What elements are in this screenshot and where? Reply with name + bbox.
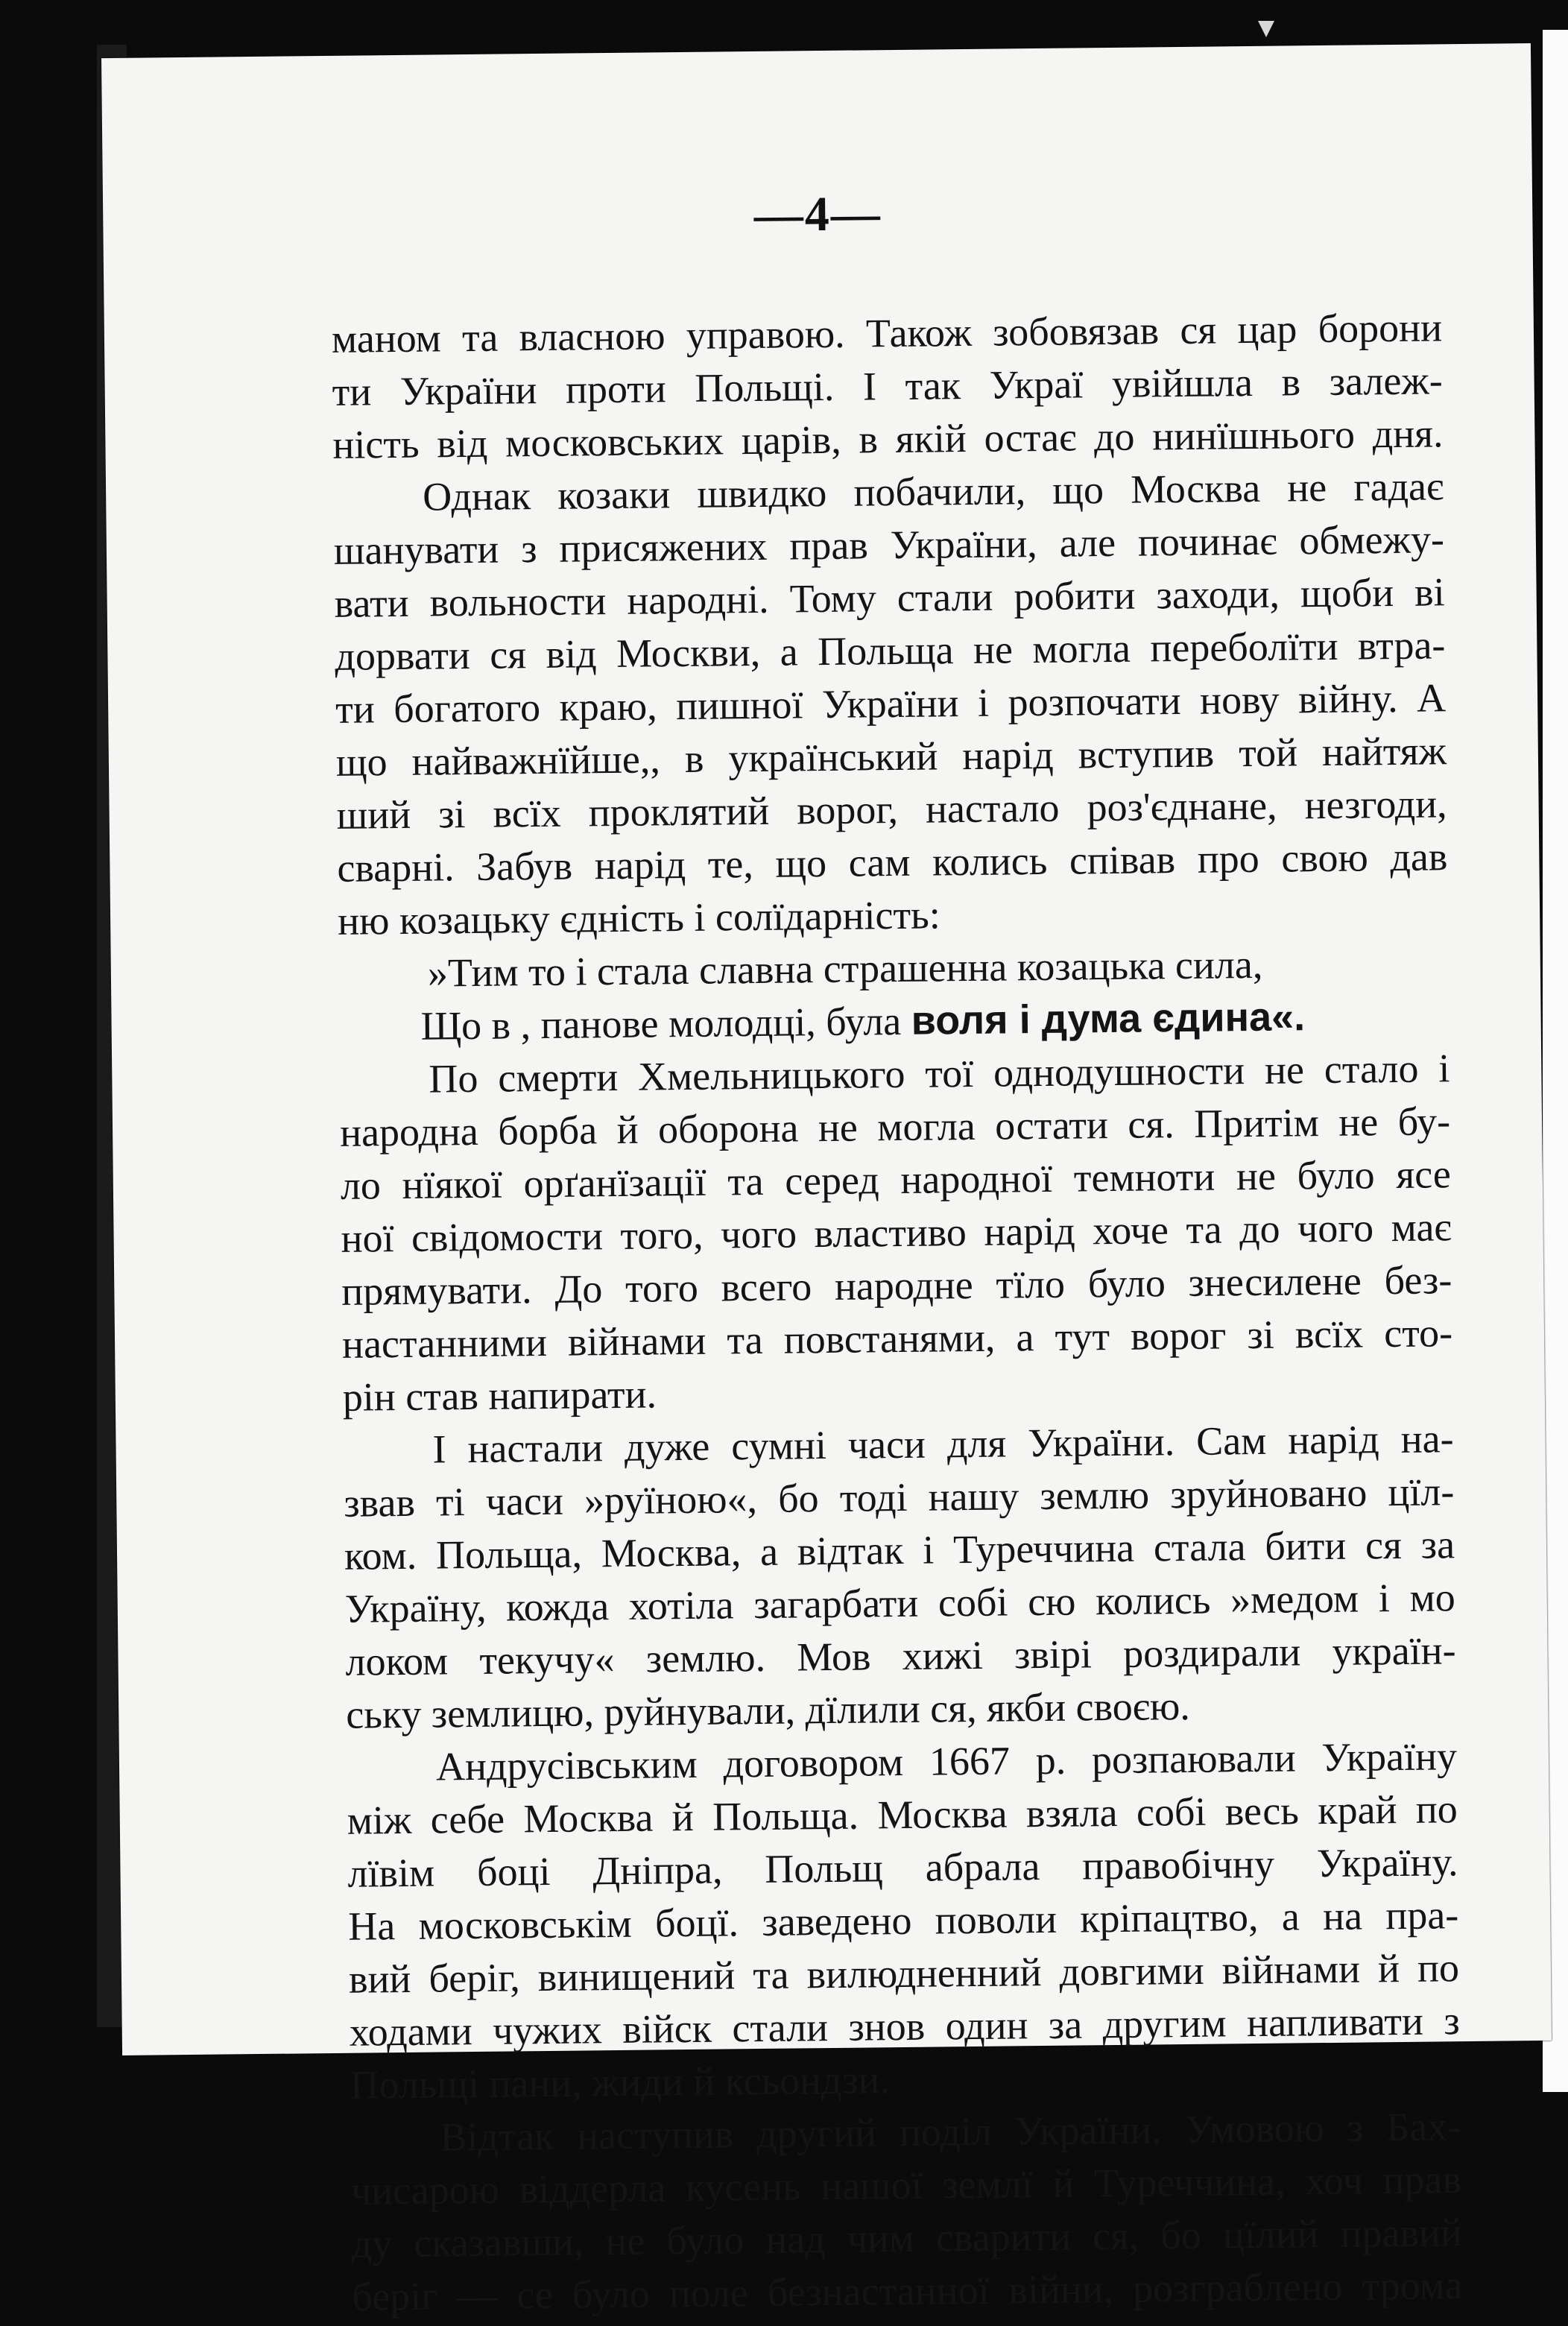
text-line: дорвати ся від Москви, а Польща не могла переболїти втра- bbox=[335, 622, 1446, 679]
text-line: рін став напирати. bbox=[342, 1371, 657, 1420]
verse-line: Що в , панове молодці, була воля і дума єдина«. bbox=[420, 994, 1306, 1049]
text-line: лївім боці Дніпра, Польщ абрала правобічну Україну. bbox=[347, 1839, 1458, 1896]
text-line: що найважнїйше,, в український нарід вступив той найтяж bbox=[335, 728, 1447, 785]
text-line: По смерти Хмельницького тої однодушности не стало і bbox=[429, 1046, 1450, 1102]
text-line: Однак козаки швидко побачили, що Москва не гадає bbox=[422, 464, 1444, 519]
text-line: чисарою віддерла кусень нашої землї й Туреччина, хоч прав bbox=[350, 2157, 1462, 2213]
text-line: ти України проти Польщі. І так Украї увійшла в залеж- bbox=[332, 358, 1443, 414]
text-line: ло нїякої орґанїзації та серед народної темноти не було ясе bbox=[340, 1151, 1452, 1208]
text-line: беріг — се було поле безнастанної війни, розграблено трома bbox=[352, 2263, 1463, 2319]
text-line: ську землицю, руйнували, дїлили ся, якби своєю. bbox=[345, 1683, 1191, 1737]
text-line: Відтак наступив другий поділ України. Умовою з Бах- bbox=[439, 2104, 1461, 2160]
text-line: вати вольности народні. Тому стали робити заходи, щоби ві bbox=[334, 569, 1445, 626]
text-line: ший зі всїх проклятий ворог, настало роз'єднане, незгоди, bbox=[336, 781, 1447, 838]
book-page bbox=[101, 43, 1552, 2319]
text-line: маном та власною управою. Також зобовязав ся цар борони bbox=[331, 305, 1443, 361]
text-line: На московськім боцї. заведено поволи кріпацтво, а на пра- bbox=[347, 1892, 1459, 1949]
page-number: —4— bbox=[753, 186, 882, 242]
text-line: шанувати з присяжених прав України, але починає обмежу- bbox=[333, 516, 1445, 573]
text-line: ти богатого краю, пишної України і розпочати нову війну. А bbox=[335, 675, 1447, 732]
scan-corner-mark bbox=[1258, 21, 1274, 37]
text-line: І настали дуже сумні часи для України. Сам нарід на- bbox=[432, 1416, 1454, 1472]
text-line: між себе Москва й Польща. Москва взяла собі весь край по bbox=[347, 1786, 1458, 1843]
text-line: прямувати. До того всего народне тїло було знесилене без- bbox=[341, 1257, 1452, 1314]
text-line: ню козацьку єдність і солїдарність: bbox=[337, 892, 941, 944]
text-line: Польщі пани, жиди й ксьондзи. bbox=[350, 2057, 891, 2108]
text-line: звав ті часи »руїною«, бо тоді нашу землю зруйновано цїл- bbox=[344, 1469, 1455, 1526]
text-line: ду сказавши, не було над чим сварити ся, бо цїлий правий bbox=[351, 2210, 1462, 2266]
verse-line: »Тим то і стала славна страшенна козацька сила, bbox=[427, 941, 1263, 996]
text-line: Андрусівським договором 1667 р. розпаювали Україну bbox=[435, 1734, 1458, 1789]
text-line: вий беріг, винищений та вилюдненний довгими війнами й по bbox=[348, 1945, 1460, 2002]
text-line: ної свідомости того, чого властиво нарід хоче та до чого має bbox=[341, 1204, 1452, 1261]
text-line: настанними війнами та повстанями, а тут ворог зі всїх сто- bbox=[341, 1310, 1453, 1367]
text-line: ність від московських царів, в якій остає до нинїшнього дня. bbox=[332, 411, 1444, 467]
text-line: локом текучу« землю. Мов хижі звірі роздирали україн- bbox=[345, 1628, 1456, 1684]
text-line: народна борба й оборона не могла остати ся. Притім не бу- bbox=[339, 1099, 1451, 1155]
text-line: ком. Польща, Москва, а відтак і Туреччина стала бити ся за bbox=[344, 1522, 1455, 1578]
text-line: ходами чужих війск стали знов один за другим напливати з bbox=[349, 1998, 1461, 2055]
text-line: сварні. Забув нарід те, що сам колись співав про свою дав bbox=[337, 834, 1448, 891]
body-text bbox=[332, 301, 1463, 2323]
text-line: Україну, кожда хотіла загарбати собі сю колись »медом і мо bbox=[344, 1575, 1456, 1631]
